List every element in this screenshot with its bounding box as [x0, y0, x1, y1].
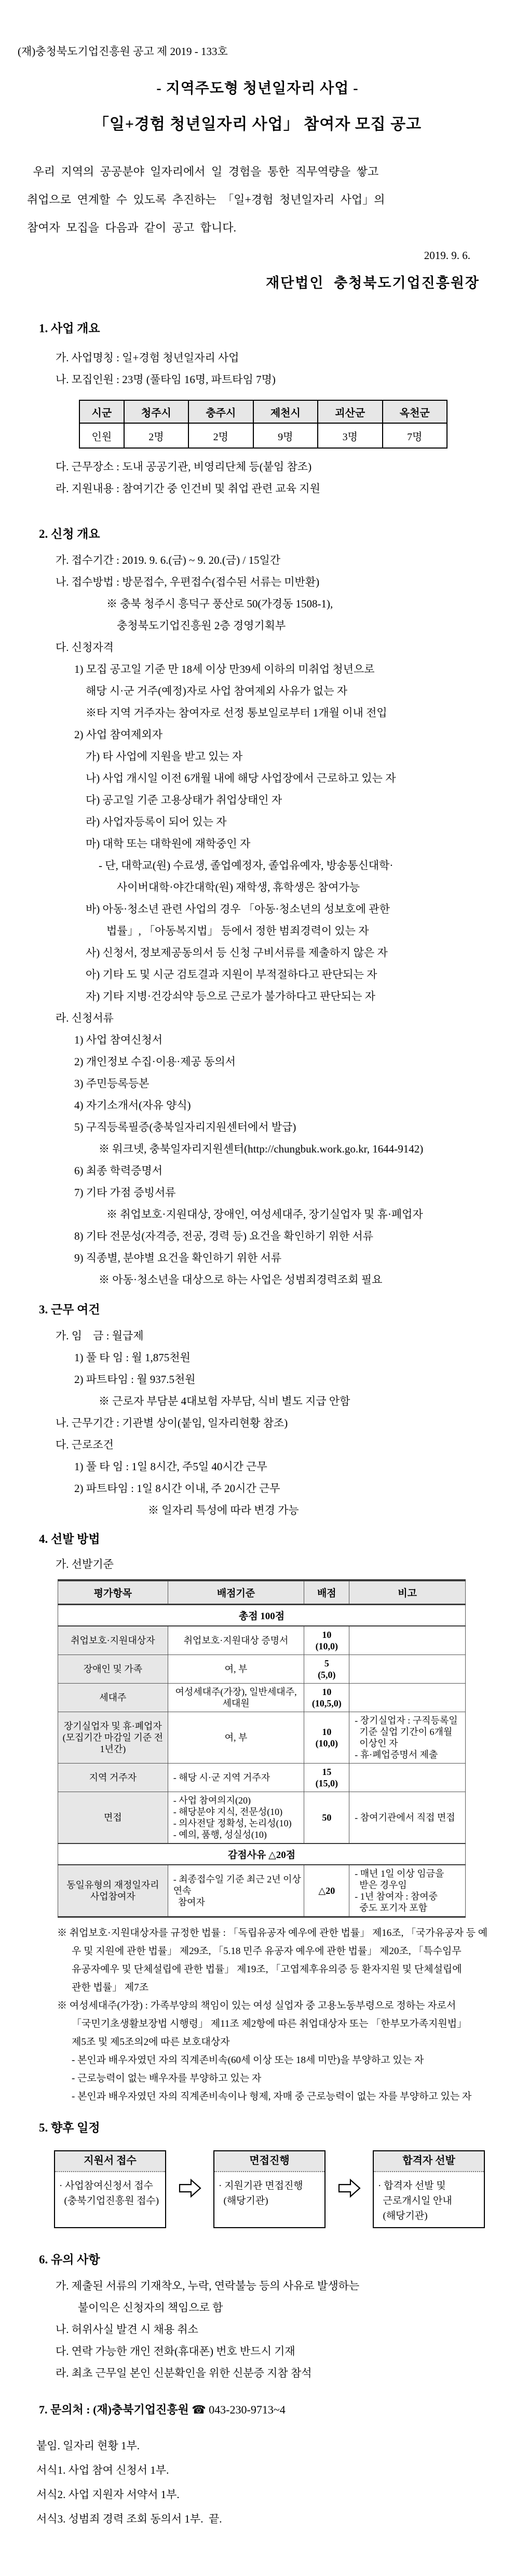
flow-step-line: 근로개시일 안내: [378, 2195, 452, 2206]
text-line: 불이익은 신청자의 책임으로 함: [78, 2301, 223, 2314]
table-cell: [304, 1712, 349, 1764]
text-line: 라. 지원내용 : 참여기간 중 인건비 및 취업 관련 교육 지원: [56, 482, 320, 495]
notice-number: (재)충청북도기업진흥원 공고 제 2019 - 133호: [18, 45, 228, 58]
table-cell-line: 동일유형의 재정일자리: [66, 1880, 159, 1890]
section-1-heading: 1. 사업 개요: [39, 322, 100, 335]
table-cell: 7명: [383, 423, 447, 448]
text-line: 바) 아동·청소년 관련 사업의 경우 「아동·청소년의 성보호에 관한: [86, 903, 390, 915]
text-line: 라. 최초 근무일 본인 신분확인을 위한 신분증 지참 참석: [56, 2367, 312, 2379]
note-line: ※ 여성세대주(가장) : 가족부양의 책임이 있는 여성 실업자 중 고용노동부령으로 정하는 자로서: [57, 2000, 456, 2011]
text-line: 1) 풀 타 임 : 월 1,875천원: [74, 1351, 191, 1364]
table-cell-line: 취업보호·지원대상자: [71, 1635, 155, 1646]
table-cell: [168, 1865, 304, 1917]
text-line: 2) 사업 참여제외자: [74, 728, 162, 741]
text-line: 해당 시·군 거주(예정)자로 사업 참여제외 사유가 없는 자: [86, 685, 348, 697]
table-cell: [349, 1684, 466, 1712]
table-cell: [58, 1655, 168, 1684]
table-cell-line: - 해당 시·군 지역 거주자: [173, 1772, 270, 1783]
right-arrow-icon: [178, 2177, 202, 2202]
flow-step-box: [373, 2150, 485, 2228]
text-line: 2) 파트타임 : 1일 8시간 이내, 주 20시간 근무: [74, 1482, 280, 1495]
table-header-cell: 괴산군: [318, 400, 382, 423]
note-line: 우 및 지원에 관한 법률」 제29조, 「5.18 민주 유공자 예우에 관한 법률」 제20조, 「특수임무: [72, 1946, 462, 1957]
section-4-subheading: 가. 선발기준: [56, 1558, 114, 1570]
table-cell: [349, 1865, 466, 1917]
note-line: - 근로능력이 없는 배우자를 부양하고 있는 자: [72, 2073, 262, 2084]
table-span-cell: 총점 100점: [58, 1605, 466, 1626]
table-cell-line: 취업보호·지원대상 증명서: [183, 1635, 289, 1646]
text-line: 가) 타 사업에 지원을 받고 있는 자: [86, 750, 243, 763]
text-line: - 단, 대학교(원) 수료생, 졸업예정자, 졸업유예자, 방송통신대학·: [99, 859, 394, 872]
text-line: ※타 지역 거주자는 참여자로 선정 통보일로부터 1개월 이내 전입: [86, 707, 387, 719]
table-cell: [168, 1792, 304, 1844]
table-cell: [349, 1764, 466, 1792]
flow-step-box: [54, 2150, 166, 2228]
table-cell: [168, 1764, 304, 1792]
text-line: 가. 제출된 서류의 기재착오, 누락, 연락불능 등의 사유로 발생하는: [56, 2280, 360, 2292]
text-line: 나. 모집인원 : 23명 (풀타임 16명, 파트타임 7명): [56, 373, 276, 386]
attachment-list: [0, 2434, 515, 2531]
table-row: [58, 1764, 466, 1792]
text-line: 7) 기타 가점 증빙서류: [74, 1186, 176, 1199]
intro-line: 취업으로 연계할 수 있도록 추진하는 「일+경험 청년일자리 사업」의: [27, 193, 385, 206]
text-line: 6) 최종 학력증명서: [74, 1164, 162, 1177]
flow-step-line: (해당기관): [219, 2195, 268, 2206]
table-cell: [304, 1792, 349, 1844]
table-cell-line: - 예의, 품행, 성실성(10): [173, 1829, 267, 1840]
section-3-work-conditions: [0, 1299, 515, 1521]
section-2-lines: [0, 549, 515, 1291]
text-line: ※ 아동·청소년을 대상으로 하는 사업은 성범죄경력조회 필요: [99, 1273, 383, 1286]
text-line: 자) 기타 지병·건강쇠약 등으로 근로가 불가하다고 판단되는 자: [86, 990, 375, 1002]
table-cell-line: 10: [322, 1630, 332, 1640]
section-7-contact: [0, 2399, 515, 2420]
flow-step-header: 지원서 접수: [55, 2151, 165, 2172]
phone-icon: ☎: [192, 2403, 206, 2416]
table-cell: [349, 1712, 466, 1764]
text-line: 3) 주민등록등본: [74, 1077, 150, 1090]
flow-step-line: (해당기관): [378, 2211, 428, 2221]
table-cell: [168, 1655, 304, 1684]
table-cell-line: 여, 부: [224, 1732, 248, 1743]
table-cell-line: (모집기간 마감일 기준 전 1년간): [62, 1732, 166, 1754]
text-line: 충청북도기업진흥원 2층 경영기획부: [117, 619, 286, 632]
section-1-lines-after: [0, 456, 515, 499]
issuer-signature: 재단법인 충청북도기업진흥원장: [266, 275, 480, 291]
table-cell-line: 장기실업자 및 휴·폐업자: [63, 1721, 162, 1731]
section-6-heading: 6. 유의 사항: [39, 2253, 100, 2266]
text-line: 다. 근로조건: [56, 1439, 114, 1451]
note-line: 「국민기초생활보장법 시행령」 제11조 제2항에 따른 취업대상자 또는 「한부모가족지원법」: [72, 2018, 467, 2029]
table-cell-line: 사업참여자: [90, 1891, 135, 1902]
note-line: ※ 취업보호·지원대상자를 규정한 법률 : 「독립유공자 예우에 관한 법률」 제16조, 「국가유공자 등 예: [57, 1928, 488, 1938]
contact-label: 7. 문의처 : (재)충북기업진흥원: [39, 2403, 189, 2416]
table-cell: [58, 1865, 168, 1917]
table-header-cell: 충주시: [188, 400, 253, 423]
text-line: 아) 기타 도 및 시군 검토결과 지원이 부적절하다고 판단되는 자: [86, 968, 377, 981]
text-line: 1) 사업 참여신청서: [74, 1034, 162, 1046]
table-cell-line: 참여자: [173, 1897, 205, 1907]
table-cell-line: 지역 거주자: [89, 1772, 137, 1783]
section-6-lines: [0, 2275, 515, 2384]
table-cell-line: 10: [322, 1727, 332, 1737]
recruitment-by-city-table: [79, 400, 448, 449]
table-cell: [168, 1626, 304, 1655]
notice-date: 2019. 9. 6.: [424, 249, 470, 262]
text-line: 가. 사업명칭 : 일+경험 청년일자리 사업: [56, 351, 239, 364]
table-cell: [58, 1684, 168, 1712]
table-cell: 2명: [124, 423, 188, 448]
text-line: 나) 사업 개시일 이전 6개월 내에 해당 사업장에서 근로하고 있는 자: [86, 772, 396, 784]
text-line: 마) 대학 또는 대학원에 재학중인 자: [86, 837, 251, 850]
text-line: 나. 근무기간 : 기관별 상이(붙임, 일자리현황 참조): [56, 1417, 288, 1429]
table-cell-line: - 매년 1일 이상 임금을: [355, 1868, 444, 1879]
table-cell: 9명: [253, 423, 318, 448]
selection-criteria-table: [58, 1579, 466, 1918]
table-row: [58, 1712, 466, 1764]
table-cell: [304, 1684, 349, 1712]
text-line: 가. 임 금 : 월급제: [56, 1330, 144, 1342]
table-row: [58, 1626, 466, 1655]
table-cell: [168, 1712, 304, 1764]
text-line: 라. 신청서류: [56, 1012, 114, 1024]
table-cell-line: 받은 경우임: [355, 1880, 407, 1890]
table-cell: [304, 1865, 349, 1917]
table-cell-line: 여성세대주(가장), 일반세대주, 세대원: [175, 1687, 300, 1709]
table-cell: 인원: [79, 423, 124, 448]
table-cell-line: - 휴·폐업증명서 제출: [355, 1750, 438, 1760]
flow-step-line: (충북기업진흥원 접수): [59, 2195, 159, 2206]
section-5-schedule: [0, 2117, 515, 2228]
table-cell: [349, 1792, 466, 1844]
section-1-overview: [0, 318, 515, 499]
table-cell-line: - 해당분야 지식, 전문성(10): [173, 1807, 283, 1817]
text-line: 가. 접수기간 : 2019. 9. 6.(금) ~ 9. 20.(금) / 15일간: [56, 554, 281, 566]
table-span-row: [58, 1843, 466, 1865]
table-header-row: [79, 400, 447, 423]
schedule-flowchart: [54, 2150, 485, 2228]
table-span-cell: 감점사유 △20점: [58, 1843, 466, 1865]
flow-step-body: [55, 2172, 165, 2208]
attachment-line: 서식1. 사업 참여 신청서 1부.: [36, 2464, 169, 2476]
table-cell: [304, 1655, 349, 1684]
text-line: 1) 풀 타 임 : 1일 8시간, 주5일 40시간 근무: [74, 1460, 267, 1473]
table-header-cell: 시군: [79, 400, 124, 423]
table-header-cell: 배점: [304, 1580, 349, 1605]
table-cell-line: 50: [322, 1812, 332, 1823]
table-cell-line: 5: [324, 1658, 329, 1669]
table-row: [58, 1684, 466, 1712]
text-line: 8) 기타 전문성(자격증, 전공, 경력 등) 요건을 확인하기 위한 서류: [74, 1230, 374, 1242]
section-6-cautions: [0, 2249, 515, 2384]
table-cell-line: 장애인 및 가족: [83, 1664, 143, 1674]
attachment-line: 서식2. 사업 지원자 서약서 1부.: [36, 2488, 180, 2501]
text-line: 나. 허위사실 발견 시 채용 취소: [56, 2323, 198, 2336]
table-header-cell: 청주시: [124, 400, 188, 423]
table-header-cell: 배점기준: [168, 1580, 304, 1605]
attachment-line: 붙임. 일자리 현황 1부.: [36, 2439, 140, 2452]
text-line: 2) 개인정보 수집·이용·제공 동의서: [74, 1055, 236, 1068]
table-span-row: [58, 1605, 466, 1626]
table-cell-line: △20: [318, 1886, 335, 1896]
flow-step-box: [213, 2150, 326, 2228]
note-line: - 본인과 배우자였던 자의 직계존비속(60세 이상 또는 18세 미만)을 부양하고 있는 자: [72, 2055, 424, 2066]
section-5-heading: 5. 향후 일정: [39, 2121, 100, 2134]
text-line: 법률」, 「아동복지법」 등에서 정한 범죄경력이 있는 자: [106, 925, 369, 937]
table-cell-line: (15,0): [315, 1778, 338, 1788]
table-cell: [349, 1655, 466, 1684]
table-cell: [58, 1792, 168, 1844]
doc-title-line1: - 지역주도형 청년일자리 사업 -: [156, 80, 359, 97]
table-header-cell: 평가항목: [58, 1580, 168, 1605]
text-line: 사이버대학·야간대학(원) 재학생, 휴학생은 참여가능: [117, 881, 360, 893]
table-cell-line: (10,0): [315, 1738, 338, 1748]
table-cell-line: (10,5,0): [311, 1698, 342, 1709]
table-cell-line: - 참여기관에서 직접 면접: [355, 1812, 455, 1823]
note-line: 관한 법률」 제7조: [72, 1982, 149, 1993]
text-line: 사) 신청서, 정보제공동의서 등 신청 구비서류를 제출하지 않은 자: [86, 946, 388, 959]
table-cell-line: 세대주: [99, 1692, 127, 1703]
note-line: 유공자예우 및 단체설립에 관한 법률」 제19조, 「고엽제후유의증 등 환자지원 및 단체설립에: [72, 1964, 462, 1975]
table-cell-line: 면접: [103, 1812, 122, 1823]
text-line: 다. 근무장소 : 도내 공공기관, 비영리단체 등(붙임 참조): [56, 460, 312, 473]
table-cell: [304, 1626, 349, 1655]
text-line: 다) 공고일 기준 고용상태가 취업상태인 자: [86, 794, 282, 806]
section-2-heading: 2. 신청 개요: [39, 527, 100, 540]
table-header-row: [58, 1580, 466, 1605]
doc-title-line2: 「일+경험 청년일자리 사업」 참여자 모집 공고: [93, 116, 422, 133]
text-line: 5) 구직등록필증(충북일자리지원센터에서 발급): [74, 1121, 296, 1133]
table-cell-line: - 의사전달 정확성, 논리성(10): [173, 1818, 292, 1828]
flow-step-body: [214, 2172, 324, 2208]
text-line: 나. 접수방법 : 방문접수, 우편접수(접수된 서류는 미반환): [56, 576, 320, 588]
table-cell-line: 10: [322, 1687, 332, 1697]
table-cell-line: 여, 부: [224, 1664, 248, 1674]
table-cell-line: - 1년 참여자 : 참여중: [355, 1891, 438, 1902]
section-4-notes: [0, 1924, 515, 2106]
table-cell-line: - 장기실업자 : 구직등록일: [355, 1715, 458, 1726]
intro-line: 참여자 모집을 다음과 같이 공고 합니다.: [27, 221, 237, 234]
text-line: ※ 일자리 특성에 따라 변경 가능: [148, 1504, 299, 1516]
text-line: ※ 취업보호·지원대상, 장애인, 여성세대주, 장기실업자 및 휴·폐업자: [106, 1208, 423, 1221]
table-cell: [304, 1764, 349, 1792]
table-header-cell: 옥천군: [383, 400, 447, 423]
text-line: ※ 근로자 부담분 4대보험 자부담, 식비 별도 지급 안함: [99, 1395, 350, 1407]
table-cell-line: 기준 실업 기간이 6개월: [355, 1727, 453, 1737]
flow-step-body: [374, 2172, 484, 2224]
text-line: 9) 직종별, 분야별 요건을 확인하기 위한 서류: [74, 1252, 282, 1264]
flow-step-line: · 지원기관 면접진행: [219, 2180, 303, 2191]
text-line: ※ 충북 청주시 흥덕구 풍산로 50(가경동 1508-1),: [106, 598, 333, 610]
attachment-line: 서식3. 성범죄 경력 조회 동의서 1부. 끝.: [36, 2513, 222, 2525]
flow-step-line: · 합격자 선발 및: [378, 2180, 446, 2191]
table-cell: [58, 1626, 168, 1655]
table-cell: 3명: [318, 423, 382, 448]
text-line: ※ 워크넷, 충북일자리지원센터(http://chungbuk.work.go.kr, 1644-9142): [99, 1143, 424, 1155]
table-cell-line: (5,0): [318, 1670, 336, 1680]
text-line: 4) 자기소개서(자유 양식): [74, 1099, 191, 1111]
document-page: [0, 44, 515, 2576]
table-cell-line: (10,0): [315, 1641, 338, 1651]
table-row: [58, 1865, 466, 1917]
table-header-cell: 비고: [349, 1580, 466, 1605]
text-line: 다. 신청자격: [56, 641, 114, 654]
table-cell-line: - 최종접수일 기준 최근 2년 이상 연속: [173, 1874, 304, 1896]
intro-paragraph: [0, 158, 515, 242]
table-header-cell: 제천시: [253, 400, 318, 423]
contact-phone-number: 043-230-9713~4: [209, 2403, 286, 2416]
text-line: 다. 연락 가능한 개인 전화(휴대폰) 번호 반드시 기재: [56, 2345, 295, 2357]
text-line: 2) 파트타임 : 월 937.5천원: [74, 1373, 196, 1386]
table-cell: [168, 1684, 304, 1712]
section-1-lines: [0, 347, 515, 390]
table-cell: [349, 1626, 466, 1655]
table-cell: [58, 1764, 168, 1792]
section-3-heading: 3. 근무 여건: [39, 1303, 100, 1316]
section-3-lines: [0, 1325, 515, 1521]
text-line: 라) 사업자등록이 되어 있는 자: [86, 816, 227, 828]
note-line: - 본인과 배우자였던 자의 직계존비속이나 형제, 자매 중 근로능력이 없는 자를 부양하고 있는 자: [72, 2091, 472, 2102]
section-4-heading: 4. 선발 방법: [39, 1533, 100, 1545]
flow-step-header: 합격자 선발: [374, 2151, 484, 2172]
text-line: 1) 모집 공고일 기준 만 18세 이상 만39세 이하의 미취업 청년으로: [74, 663, 375, 675]
note-line: 제5조 및 제5조의2에 따른 보호대상자: [72, 2037, 230, 2048]
section-2-application: [0, 523, 515, 1291]
section-4-selection: [0, 1528, 515, 2106]
table-row: [58, 1655, 466, 1684]
flow-step-header: 면접진행: [214, 2151, 324, 2172]
table-cell-line: 이상인 자: [355, 1738, 398, 1748]
table-cell-line: 중도 포기자 포함: [355, 1903, 428, 1913]
table-row: [79, 423, 447, 448]
table-cell: [58, 1712, 168, 1764]
right-arrow-icon: [337, 2177, 362, 2202]
table-cell: 2명: [188, 423, 253, 448]
table-cell-line: - 사업 참여의지(20): [173, 1795, 251, 1806]
intro-line: 우리 지역의 공공분야 일자리에서 일 경험을 통한 직무역량을 쌓고: [27, 165, 379, 178]
flow-step-line: · 사업참여신청서 접수: [59, 2180, 154, 2191]
table-cell-line: 15: [322, 1767, 332, 1777]
table-row: [58, 1792, 466, 1844]
